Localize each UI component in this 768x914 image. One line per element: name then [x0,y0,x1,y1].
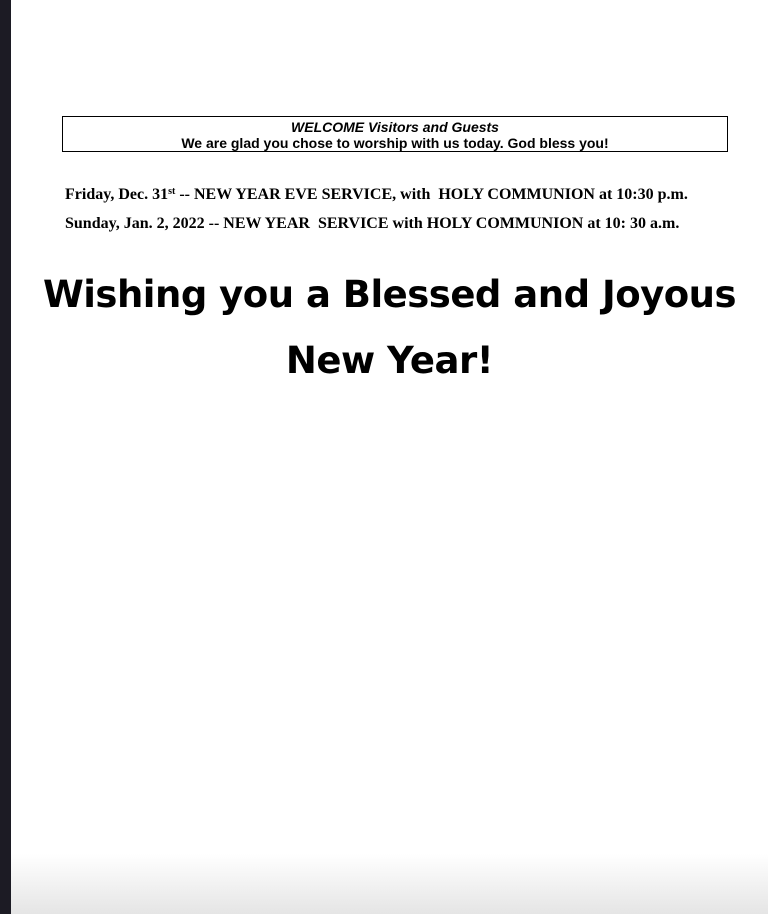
service-line-sunday: Sunday, Jan. 2, 2022 -- NEW YEAR SERVICE with HOLY COMMUNION at 10: 30 a.m. [65,215,680,232]
service-date: Friday, Dec. 31 [65,186,169,203]
service-description: -- NEW YEAR EVE SERVICE, with HOLY COMMUNION at 10:30 p.m. [175,186,688,203]
greeting-line-2: New Year! [285,339,494,382]
welcome-title: WELCOME Visitors and Guests [291,119,499,135]
service-date-suffix: st [168,186,176,197]
service-line-friday [65,186,688,204]
welcome-message: We are glad you chose to worship with us today. God bless you! [181,135,609,151]
welcome-box [62,116,728,152]
greeting-line-1: Wishing you a Blessed and Joyous [42,273,737,316]
new-year-greeting [11,262,768,394]
bulletin-page [11,0,768,914]
window-left-edge [0,0,11,914]
bottom-shadow [11,854,768,914]
